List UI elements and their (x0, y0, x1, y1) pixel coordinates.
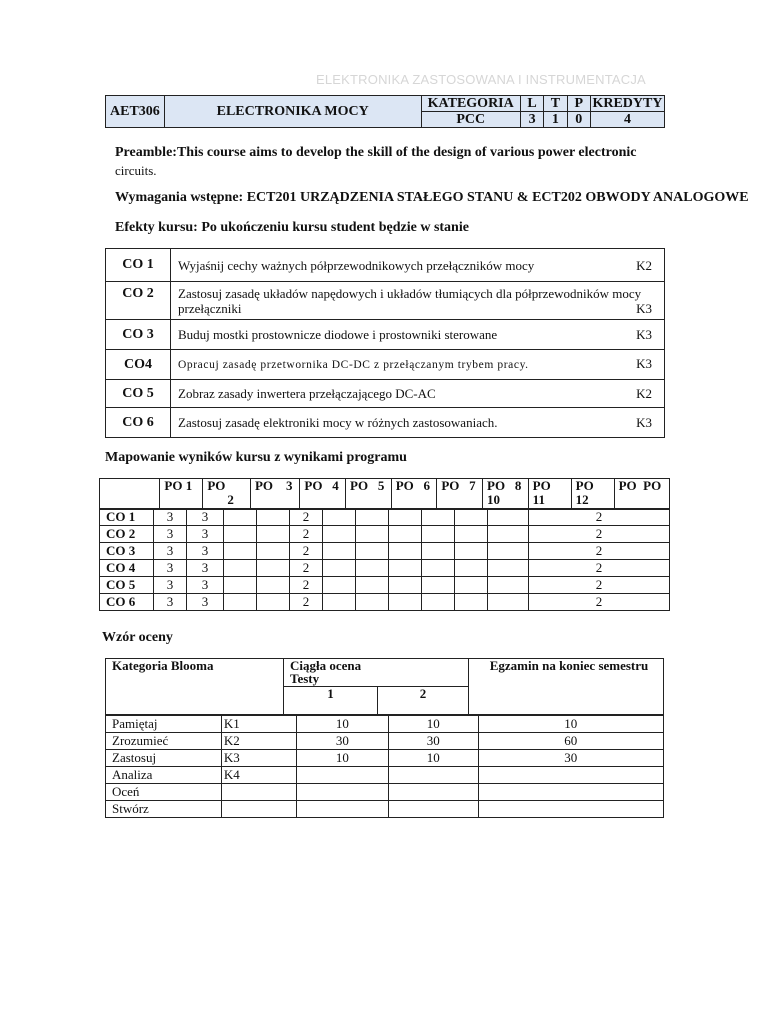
preamble-text-cont: circuits. (115, 163, 157, 178)
mapping-cell (389, 543, 422, 560)
mapping-header-cell: PO 1 (160, 479, 203, 510)
mapping-cell (257, 577, 290, 594)
t-value: 1 (544, 112, 567, 128)
prereq-text: ECT201 URZĄDZENIA STAŁEGO STANU & ECT202 OBWODY ANALOGOWE (243, 190, 749, 205)
mapping-cell (257, 594, 290, 611)
table-header-row (100, 479, 670, 510)
bloom-level: Oceń (106, 784, 222, 801)
co-k-level: K3 (636, 415, 652, 430)
co-k-level: K2 (636, 386, 652, 401)
mapping-cell (224, 560, 257, 577)
mapping-cell (455, 594, 488, 611)
category-label: KATEGORIA (421, 96, 520, 112)
co-desc: Zastosuj zasadę układów napędowych i układów tłumiących dla półprzewodników mocy przełączniki K3 (171, 282, 665, 320)
category-value: PCC (421, 112, 520, 128)
course-outcomes-table (105, 248, 665, 438)
mapping-cell: 3 (154, 594, 187, 611)
l-value: 3 (520, 112, 543, 128)
mapping-cell: 2 (290, 543, 323, 560)
mapping-header-cell: PO 7 (437, 479, 483, 510)
bloom-level: Stwórz (106, 801, 222, 818)
p-label: P (567, 96, 590, 112)
table-row (106, 733, 664, 750)
mapping-cell (224, 577, 257, 594)
mapping-cell (323, 577, 356, 594)
test1-value: 10 (296, 716, 388, 733)
mapping-cell: 3 (154, 560, 187, 577)
mapping-cell (488, 526, 529, 543)
mapping-cell (356, 560, 389, 577)
mapping-cell (389, 526, 422, 543)
mapping-cell (257, 560, 290, 577)
mapping-title: Mapowanie wyników kursu z wynikami programu (105, 450, 407, 465)
co-k-level: K3 (636, 327, 652, 342)
mapping-cell (455, 526, 488, 543)
mapping-cell (488, 543, 529, 560)
assessment-body (105, 715, 664, 818)
mapping-cell (257, 526, 290, 543)
mapping-cell (488, 594, 529, 611)
mapping-header-cell: PO 5 (346, 479, 392, 510)
mapping-cell (323, 526, 356, 543)
table-row (106, 784, 664, 801)
exam-value (478, 801, 663, 818)
mapping-cell (224, 543, 257, 560)
mapping-header-cell: PO PO (614, 479, 669, 510)
l-label: L (520, 96, 543, 112)
mapping-cell: 2 (529, 560, 670, 577)
co-desc: Wyjaśnij cechy ważnych półprzewodnikowych przełączników mocy K2 (171, 249, 665, 282)
mapping-cell: 3 (187, 526, 224, 543)
mapping-cell (323, 509, 356, 526)
exam-value (478, 784, 663, 801)
table-row (100, 560, 670, 577)
table-row (100, 543, 670, 560)
bloom-k: K2 (221, 733, 296, 750)
co-id: CO4 (106, 350, 171, 380)
exam-value: 10 (478, 716, 663, 733)
test2-value: 10 (389, 750, 478, 767)
test1-value (296, 784, 388, 801)
mapping-cell (356, 509, 389, 526)
bloom-k (221, 801, 296, 818)
mapping-cell: 2 (529, 526, 670, 543)
mapping-cell: 3 (187, 560, 224, 577)
mapping-cell (389, 577, 422, 594)
mapping-cell (323, 594, 356, 611)
mapping-cell (389, 509, 422, 526)
mapping-header-cell: PO 3 (250, 479, 299, 510)
mapping-cell (356, 543, 389, 560)
t-label: T (544, 96, 567, 112)
mapping-cell: 2 (529, 594, 670, 611)
co-k-level: K3 (636, 300, 652, 316)
table-row (100, 526, 670, 543)
credits-value: 4 (590, 112, 664, 128)
table-header-row (106, 659, 664, 687)
preamble (115, 145, 636, 161)
mapping-cell (356, 526, 389, 543)
table-row (106, 716, 664, 733)
exam-value: 30 (478, 750, 663, 767)
mapping-cell (422, 526, 455, 543)
table-row (106, 320, 665, 350)
mapping-cell (323, 543, 356, 560)
mapping-cell (455, 577, 488, 594)
mapping-cell: 3 (187, 509, 224, 526)
mapping-cell: 2 (290, 526, 323, 543)
mapping-cell: 2 (290, 509, 323, 526)
mapping-row-id: CO 2 (100, 526, 154, 543)
bloom-k: K1 (221, 716, 296, 733)
co-desc: Zobraz zasady inwertera przełączającego DC-AC K2 (171, 380, 665, 408)
watermark-text: ELEKTRONIKA ZASTOSOWANA I INSTRUMENTACJA (316, 72, 646, 87)
credits-label: KREDYTY (590, 96, 664, 112)
mapping-cell: 2 (290, 594, 323, 611)
table-row (106, 408, 665, 438)
mapping-cell (224, 594, 257, 611)
bloom-level: Zastosuj (106, 750, 222, 767)
po-mapping-table (99, 478, 670, 510)
mapping-cell: 2 (529, 543, 670, 560)
mapping-row-id: CO 5 (100, 577, 154, 594)
test1-value: 10 (296, 750, 388, 767)
mapping-cell (488, 509, 529, 526)
course-name: ELECTRONIKA MOCY (164, 96, 421, 128)
table-row (106, 750, 664, 767)
mapping-cell (422, 594, 455, 611)
mapping-cell: 2 (290, 577, 323, 594)
mapping-cell (422, 577, 455, 594)
exam-value (478, 767, 663, 784)
bloom-k (221, 784, 296, 801)
mapping-cell (323, 560, 356, 577)
co-k-level: K2 (636, 257, 652, 273)
mapping-header-cell: PO 4 (300, 479, 346, 510)
mapping-cell (488, 560, 529, 577)
mapping-row-id: CO 3 (100, 543, 154, 560)
test1-value (296, 801, 388, 818)
exam-value: 60 (478, 733, 663, 750)
outcomes-intro: Efekty kursu: Po ukończeniu kursu student będzie w stanie (115, 220, 469, 235)
exam-header: Egzamin na koniec semestru (469, 659, 664, 715)
table-row (106, 249, 665, 282)
test1-header: 1 (284, 687, 378, 715)
test2-value: 30 (389, 733, 478, 750)
co-k-level: K3 (636, 356, 652, 371)
mapping-header-cell: PO 2 (203, 479, 251, 510)
mapping-cell (257, 509, 290, 526)
mapping-cell (455, 509, 488, 526)
test1-value (296, 767, 388, 784)
mapping-cell (422, 560, 455, 577)
mapping-header-cell (100, 479, 160, 510)
course-header-table (105, 95, 665, 128)
mapping-cell (422, 543, 455, 560)
table-row (106, 801, 664, 818)
mapping-row-id: CO 6 (100, 594, 154, 611)
preamble-text: This course aims to develop the skill of the design of various power electronic (176, 145, 637, 160)
table-row (100, 509, 670, 526)
bloom-header: Kategoria Blooma (106, 659, 284, 715)
mapping-cell: 3 (154, 577, 187, 594)
course-code: AET306 (106, 96, 165, 128)
mapping-cell (455, 543, 488, 560)
table-row (100, 577, 670, 594)
mapping-cell (356, 577, 389, 594)
mapping-cell (488, 577, 529, 594)
co-id: CO 5 (106, 380, 171, 408)
bloom-level: Zrozumieć (106, 733, 222, 750)
mapping-cell: 3 (187, 594, 224, 611)
mapping-header-cell: PO 11 (528, 479, 571, 510)
assessment-table (105, 658, 664, 715)
mapping-cell: 3 (187, 577, 224, 594)
co-desc: Opracuj zasadę przetwornika DC-DC z przełączanym trybem pracy. K3 (171, 350, 665, 380)
mapping-cell: 2 (290, 560, 323, 577)
mapping-row-id: CO 4 (100, 560, 154, 577)
continuous-header: Ciągła ocena Testy (284, 659, 469, 687)
p-value: 0 (567, 112, 590, 128)
mapping-cell (389, 560, 422, 577)
test2-header: 2 (378, 687, 469, 715)
table-row (106, 350, 665, 380)
co-desc: Buduj mostki prostownicze diodowe i prostowniki sterowane K3 (171, 320, 665, 350)
bloom-k: K4 (221, 767, 296, 784)
mapping-cell: 2 (529, 509, 670, 526)
mapping-cell (356, 594, 389, 611)
preamble-label: Preamble: (115, 145, 177, 160)
prerequisites (115, 190, 749, 206)
test2-value: 10 (389, 716, 478, 733)
mapping-header-cell: PO 12 (571, 479, 614, 510)
test1-value: 30 (296, 733, 388, 750)
bloom-k: K3 (221, 750, 296, 767)
mapping-cell: 2 (529, 577, 670, 594)
bloom-level: Pamiętaj (106, 716, 222, 733)
mapping-header-cell: PO 8 10 (483, 479, 529, 510)
mapping-cell: 3 (154, 543, 187, 560)
table-row (106, 767, 664, 784)
table-row (106, 380, 665, 408)
mapping-cell (257, 543, 290, 560)
table-row (106, 282, 665, 320)
mapping-cell: 3 (187, 543, 224, 560)
mapping-cell: 3 (154, 509, 187, 526)
mapping-cell (224, 526, 257, 543)
table-row (100, 594, 670, 611)
co-id: CO 1 (106, 249, 171, 282)
assessment-title: Wzór oceny (102, 630, 173, 645)
test2-value (389, 784, 478, 801)
prereq-label: Wymagania wstępne: (115, 190, 244, 205)
test2-value (389, 801, 478, 818)
mapping-header-cell: PO 6 (391, 479, 437, 510)
mapping-cell (224, 509, 257, 526)
mapping-cell: 3 (154, 526, 187, 543)
mapping-row-id: CO 1 (100, 509, 154, 526)
mapping-cell (455, 560, 488, 577)
bloom-level: Analiza (106, 767, 222, 784)
mapping-cell (422, 509, 455, 526)
co-id: CO 2 (106, 282, 171, 320)
co-desc: Zastosuj zasadę elektroniki mocy w różnych zastosowaniach. K3 (171, 408, 665, 438)
mapping-cell (389, 594, 422, 611)
po-mapping-body (99, 508, 670, 611)
test2-value (389, 767, 478, 784)
co-id: CO 6 (106, 408, 171, 438)
co-id: CO 3 (106, 320, 171, 350)
